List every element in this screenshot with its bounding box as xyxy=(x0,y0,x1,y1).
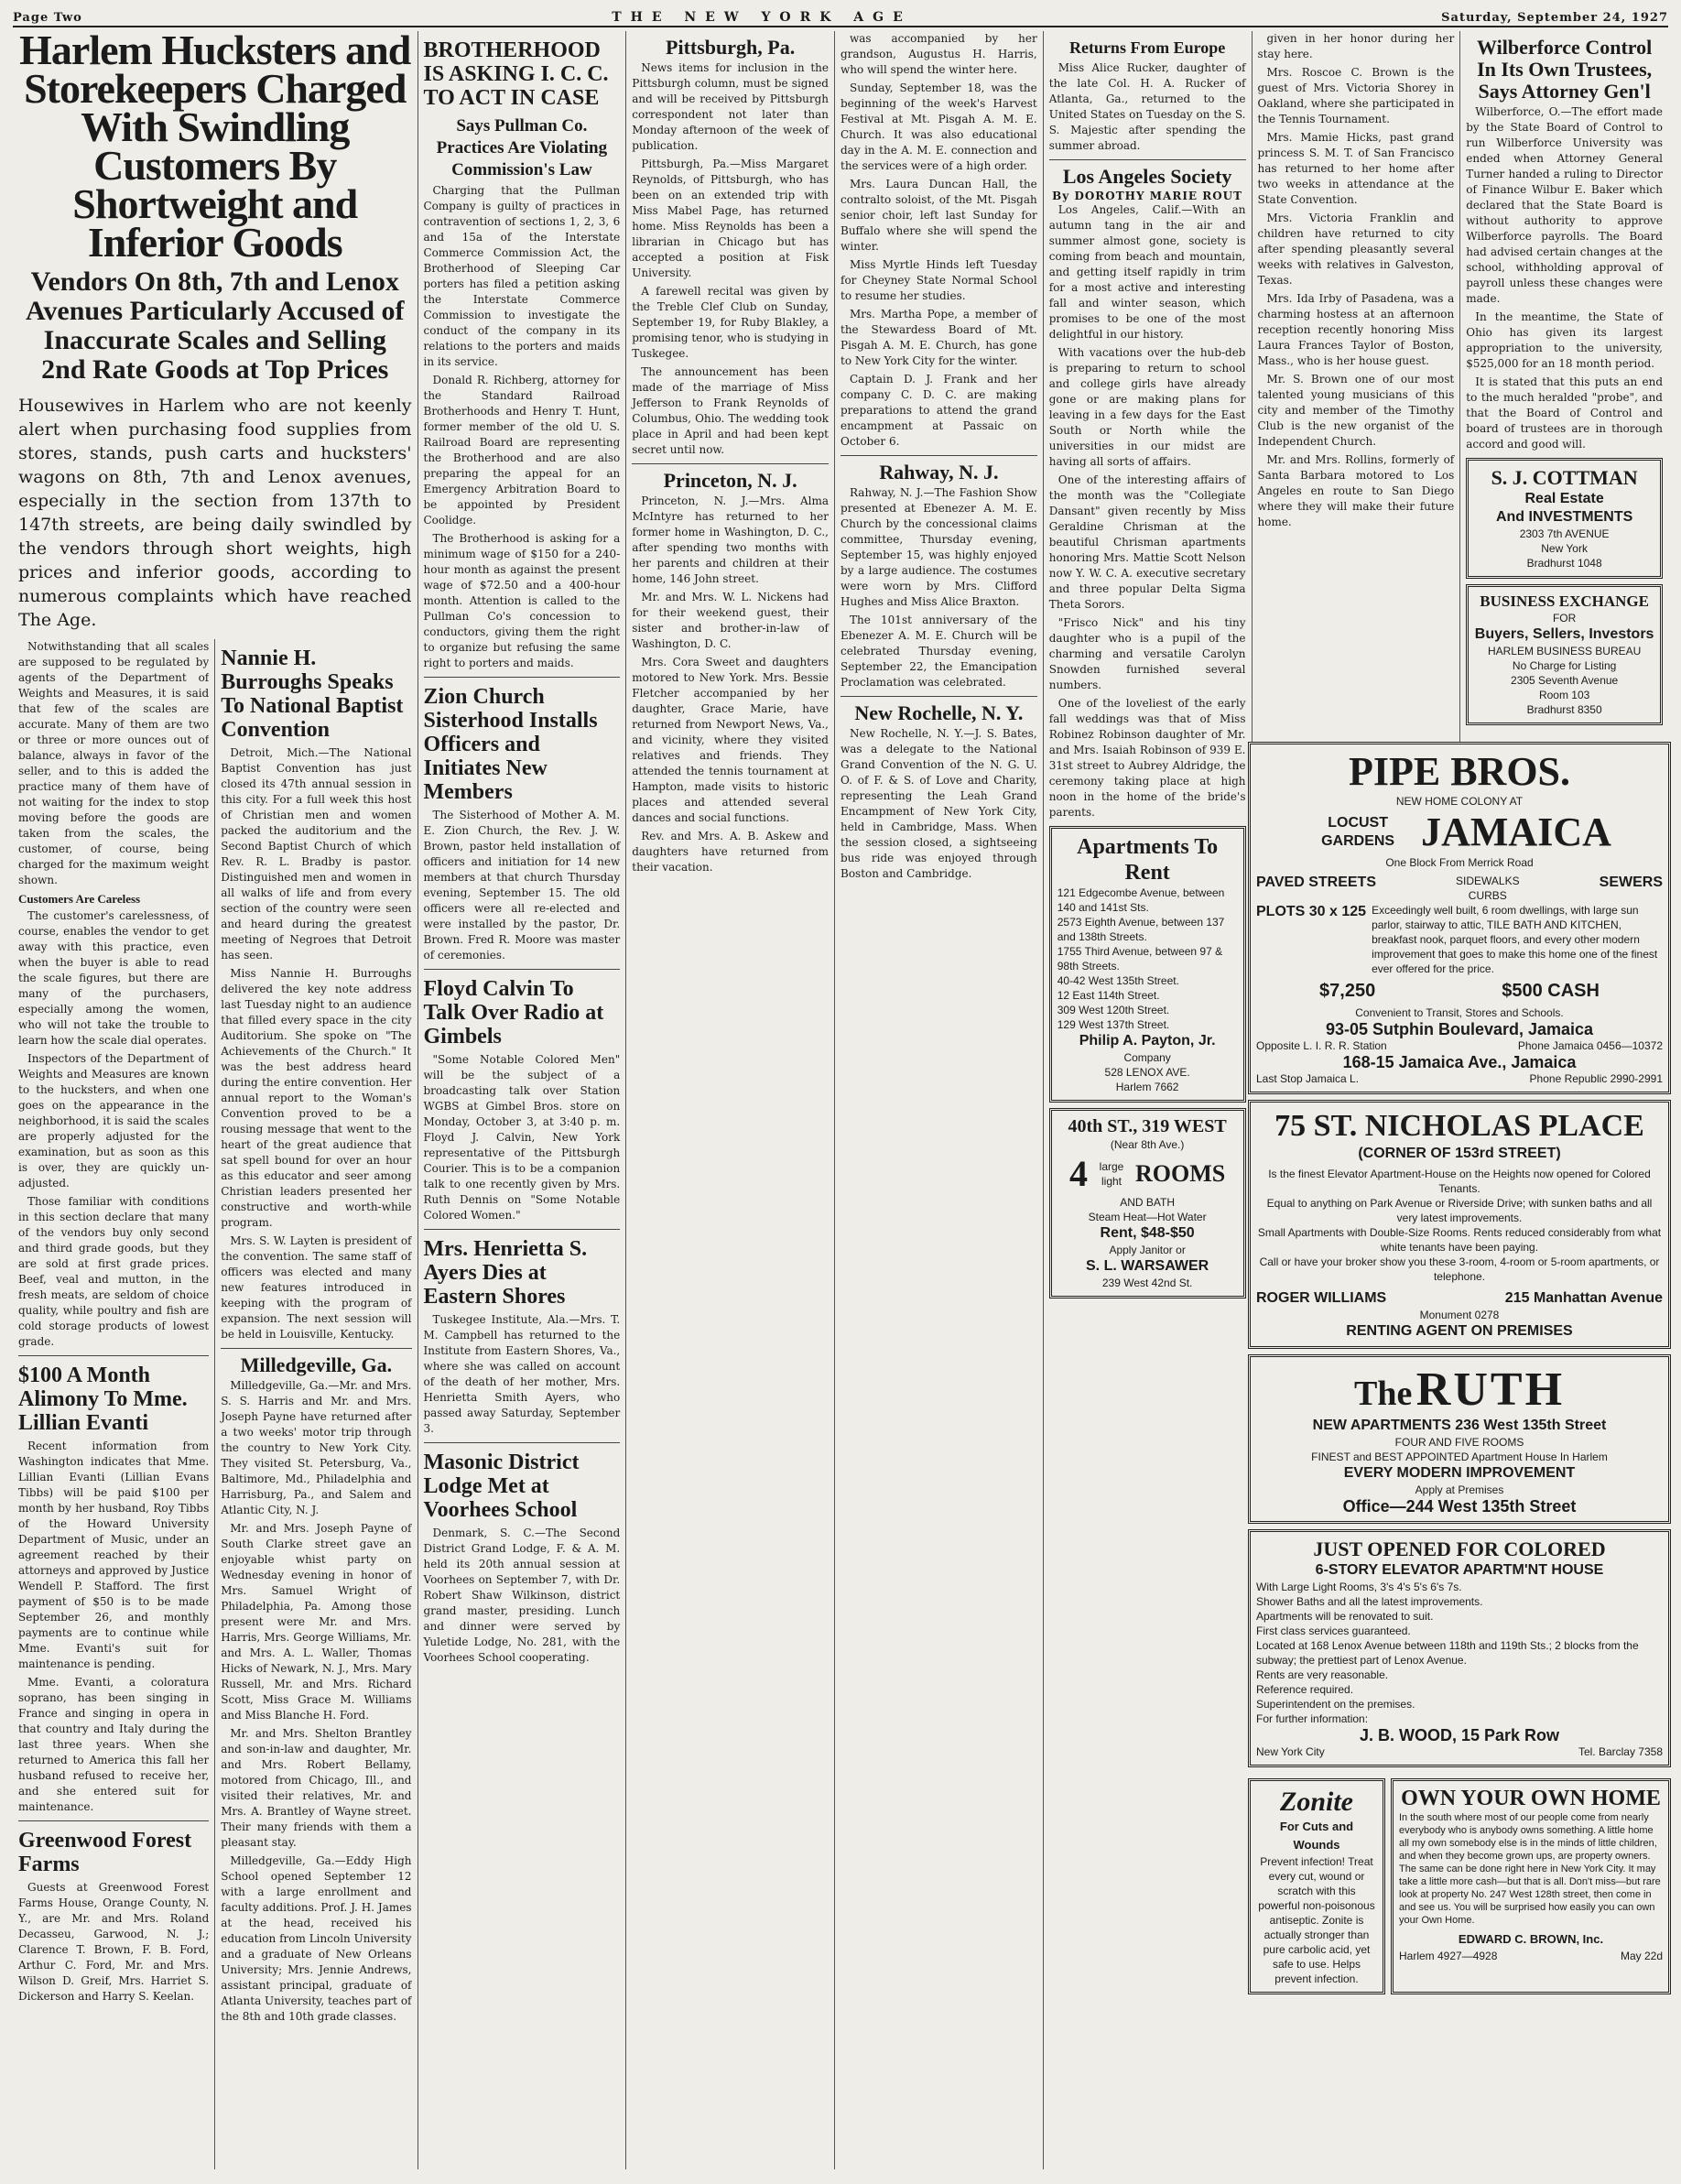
ad-title: JUST OPENED FOR COLORED xyxy=(1313,1537,1606,1560)
ad-line: Opposite L. I. R. R. Station xyxy=(1256,1039,1387,1052)
ad-phone: Phone Republic 2990-2991 xyxy=(1529,1072,1663,1085)
article-paragraph: Rev. and Mrs. A. B. Askew and daughters have returned from their vacation. xyxy=(632,830,829,874)
ad-line: ROOMS xyxy=(1135,1159,1226,1187)
ad-title: Apartments To Rent xyxy=(1077,835,1219,885)
ad-line: Convenient to Transit, Stores and Schools. xyxy=(1355,1006,1564,1019)
article-paragraph: Miss Nannie H. Burroughs delivered the key note address last Tuesday night to an audience that filled every space in the city Auditorium. She spoke on "The Achievements of the Church." It was the best address heard during the entire convention. Her annual report to the Woman's Convention proved to be a rousing message that went to the heart of the great audience that sat spell bound for over an hour as this educator and seer among Christian leaders presented her constructive and worth-while program. xyxy=(221,967,412,1229)
burroughs-story xyxy=(214,639,411,2169)
article-paragraph: was accompanied by her grandson, Augustus H. Harris, who will spend the winter here. xyxy=(840,32,1037,76)
ad-line: AND BATH xyxy=(1120,1196,1176,1209)
article-paragraph: Donald R. Richberg, attorney for the Standard Railroad Brotherhoods and Henry T. Hunt, former member of the old U. S. Railroad Board are representing the Brotherhood and are also preparing the appeal for an Emergency Arbitration Board to be appointed by President Coolidge. xyxy=(423,374,621,527)
ad-line: Room 103 xyxy=(1538,689,1590,701)
ad-line: Steam Heat—Hot Water xyxy=(1088,1211,1207,1223)
article-paragraph: Detroit, Mich.—The National Baptist Convention has just closed its 47th annual session in this city. For a full week this host of Christian men and women packed the auditorium and the Second Baptist Church of which Rev. R. L. Bradby is pastor. Distinguished men and women in all walks of life and from every section of the country were seen and heard during the greatest meeting of Negroes that Detroit has seen. xyxy=(221,746,412,962)
rahway-column xyxy=(835,31,1044,2169)
article-paragraph: A farewell recital was given by the Treble Clef Club on Sunday, September 19, for Ruby Blakley, a promising tenor, who is studying in Tuskegee. xyxy=(632,285,829,360)
ad-line: 12 East 114th Street. xyxy=(1057,989,1160,1002)
ad-title: Zonite xyxy=(1280,1787,1353,1817)
masthead xyxy=(13,9,1668,27)
article-paragraph: Mr. S. Brown one of our most talented young musicians of this city and member of the Timothy Club is the new organist of the Independent Church. xyxy=(1257,373,1455,448)
article-paragraph: Mrs. Mamie Hicks, past grand princess S. M. T. of San Francisco has returned to her home after two weeks in attendance at the State Convention. xyxy=(1257,131,1455,206)
ad-line: EVERY MODERN IMPROVEMENT xyxy=(1343,1465,1576,1481)
ad-line: Real Estate xyxy=(1524,491,1604,506)
ad-line: May 22d xyxy=(1620,1950,1663,1962)
ad-address: 215 Manhattan Avenue xyxy=(1504,1290,1663,1306)
article-paragraph: The Brotherhood is asking for a minimum wage of $150 for a 240-hour month as against the present wage of $72.50 and a 400-hour month. Attention is called to the Pullman Co's concession to conductors, giving them the right to organize but refusing the same right to porters and maids. xyxy=(423,532,621,669)
article-paragraph: In the meantime, the State of Ohio has given its largest appropriation to the university, $525,000 for an 18 month period. xyxy=(1466,310,1663,370)
ad-phone: Bradhurst 8350 xyxy=(1526,703,1602,716)
ad-agent: ROGER WILLIAMS xyxy=(1256,1290,1387,1306)
article-paragraph: Rahway, N. J.—The Fashion Show presented at Ebenezer A. M. E. Church by the concessional claims committee, Thursday evening, September 15, was highly enjoyed by a large audience. The costumes were worn by Mrs. Clifford Hughes and Miss Alice Braxton. xyxy=(840,486,1037,608)
europe-headline: Returns From Europe xyxy=(1068,38,1226,57)
ad-line: Located at 168 Lenox Avenue between 118th and 119th Sts.; 2 blocks from the subway; the prettiest part of Lenox Avenue. xyxy=(1256,1639,1639,1667)
article-paragraph: Mrs. S. W. Layten is president of the convention. The same staff of officers was elected and many new features introduced in keeping with the program of expansion. The next session will be held in Louisville, Kentucky. xyxy=(221,1234,412,1341)
ad-line: Prevent infection! Treat every cut, wound or scratch with this powerful non-poisonous antiseptic. Zonite is actually stronger than pure carbolic acid, yet safe to use. Helps prevent infection. xyxy=(1258,1855,1375,1985)
page-label: Page Two xyxy=(13,10,82,25)
ad-line: 40-42 West 135th Street. xyxy=(1057,974,1179,987)
article-paragraph: Mrs. Cora Sweet and daughters motored to New York. Mrs. Bessie Fletcher accompanied by her daughter, Grace Marie, have returned from Newport News, Va., and vicinity, where they visited relatives and friends. They attended the tennis tournament at Hampton, made visits to historic places and attended several dances and social functions. xyxy=(632,656,829,824)
ad-line: 129 West 137th Street. xyxy=(1057,1018,1170,1031)
ad-line: 1755 Third Avenue, between 97 & 98th Streets. xyxy=(1057,945,1223,972)
article-paragraph: Mr. and Mrs. W. L. Nickens had for their weekend guest, their sister and brother-in-law of Washington, D. C. xyxy=(632,591,829,650)
ad-line: SEWERS xyxy=(1599,875,1663,890)
ruth-ad xyxy=(1248,1354,1671,1524)
article-paragraph: Milledgeville, Ga.—Mr. and Mrs. S. S. Harris and Mr. and Mrs. Joseph Payne have returned after a two weeks' motor trip through the country to New York City. They visited St. Petersburg, Va., Baltimore, Md., Philadelphia and Harrisburg, Pa., and Salem and Atlantic City, N. J. xyxy=(221,1379,412,1516)
article-paragraph: Wilberforce, O.—The effort made by the State Board of Control to run Wilberforce University was ended when Attorney General Turner handed a ruling to Director of Finance Wilbur E. Baker which declared that the State Board is without authority to approve Wilberforce payrolls. The Board had advised certain changes at the school, withholding approval of payroll unless these changes were made. xyxy=(1466,105,1663,305)
article-paragraph: Miss Myrtle Hinds left Tuesday for Cheyney State Normal School to resume her studies. xyxy=(840,258,1037,302)
article-paragraph: Mrs. Roscoe C. Brown is the guest of Mrs. Victoria Shorey in Oakland, where she participated in the Tennis Tournament. xyxy=(1257,66,1455,125)
ad-line: FOR xyxy=(1552,612,1577,625)
ad-line: 309 West 120th Street. xyxy=(1057,1004,1170,1016)
article-paragraph: Notwithstanding that all scales are supposed to be regulated by agents of the Department of Weights and Measures, it is said that few of the scales are accurate. Many of them are two or three or more ounces out of balance, always in favor of the seller, and to this is added the practice many of them have of not waiting for the index to stop moving before the goods are taken from the scales, the customer, of course, being charged for the maximum weight shown. xyxy=(18,640,210,886)
ad-line: For further information: xyxy=(1256,1712,1369,1725)
lead-headline: Harlem Hucksters and Storekeepers Charged With Swindling Customers By Shortweight and Inferior Goods xyxy=(19,31,411,266)
milledgeville-headline: Milledgeville, Ga. xyxy=(240,1353,393,1376)
ad-line: Reference required. xyxy=(1256,1683,1354,1696)
article-paragraph: "Some Notable Colored Men" will be the subject of a broadcasting talk over Station WGBS at Gimbel Bros. store on Monday, October 3, at 3:40 p. m. Floyd J. Calvin, New York representative of the Pittsburgh Courier. This is to be a companion talk to one recently given by Mrs. Ruth Dennis on "Some Notable Colored Women." xyxy=(423,1053,621,1222)
st-nicholas-ad xyxy=(1248,1100,1671,1349)
ad-line: $500 CASH xyxy=(1502,981,1600,1001)
zonite-ad xyxy=(1248,1778,1385,1994)
ad-line: Equal to anything on Park Avenue or Riverside Drive; with sunken baths and all very latest improvements. xyxy=(1266,1197,1653,1224)
ad-address: Office—244 West 135th Street xyxy=(1342,1497,1577,1516)
ad-address: 239 West 42nd St. xyxy=(1101,1277,1193,1289)
article-paragraph: Charging that the Pullman Company is guilty of practices in contravention of sections 1, 2, 3, 6 and 15a of the Interstate Commerce Commission Act, the Brotherhood of Sleeping Car porters has filed a petition asking the Interstate Commerce Commission to investigate the conduct of the company in its relations to the porters and maids in its service. xyxy=(423,184,621,368)
ad-number: 4 xyxy=(1069,1153,1088,1194)
ad-line: 121 Edgecombe Avenue, between 140 and 141st Sts. xyxy=(1057,886,1225,914)
article-paragraph: Mrs. Ida Irby of Pasadena, was a charming hostess at an afternoon reception recently honoring Miss Laura Frances Taylor of Boston, Mass., who is her house guest. xyxy=(1257,292,1455,367)
ad-line: RENTING AGENT ON PREMISES xyxy=(1346,1323,1573,1339)
ad-line: 2573 Eighth Avenue, between 137 and 138th Streets. xyxy=(1057,916,1225,943)
ad-agent: EDWARD C. BROWN, Inc. xyxy=(1458,1932,1604,1946)
business-exchange-ad xyxy=(1466,584,1663,725)
ad-address: 528 LENOX AVE. xyxy=(1104,1066,1190,1079)
ad-line: LOCUST GARDENS xyxy=(1321,814,1395,849)
article-paragraph: It is stated that this puts an end to the much heralded "probe", and that the Board of Control and board of trustees are in thorough accord and good will. xyxy=(1466,375,1663,451)
article-paragraph: Denmark, S. C.—The Second District Grand Lodge, F. & A. M. held its 20th annual session at Voorhees on September 7, with Dr. Robert Shaw Wilkinson, district grand master, presiding. Lunch and dinner were served by Yuletide Lodge, No. 281, with the Voorhees School cooperating. xyxy=(423,1527,621,1664)
own-home-ad xyxy=(1391,1778,1671,1994)
ad-line: NEW APARTMENTS 236 West 135th Street xyxy=(1312,1418,1607,1433)
greenwood-headline: Greenwood Forest Farms xyxy=(18,1829,192,1876)
ad-line: And INVESTMENTS xyxy=(1495,509,1633,525)
issue-date: Saturday, September 24, 1927 xyxy=(1441,10,1668,25)
ad-line: Apply Janitor or xyxy=(1109,1244,1186,1256)
brotherhood-headline: BROTHERHOOD IS ASKING I. C. C. TO ACT IN CASE xyxy=(423,38,609,110)
ad-line: PLOTS 30 x 125 xyxy=(1256,904,1367,919)
lead-deck: Vendors On 8th, 7th and Lenox Avenues Particularly Accused of Inaccurate Scales and Selling 2nd Rate Goods at Top Prices xyxy=(25,266,405,385)
ad-line: PAVED STREETS xyxy=(1256,875,1376,890)
article-paragraph: Recent information from Washington indicates that Mme. Lillian Evanti (Lillian Evans Tibbs) will be paid $100 per month by her husband, Roy Tibbs of the Howard University Department of Music, under an agreement reached by their attorneys and approved by Justice Wendell P. Stafford. The first payment of $50 is to be made September 26, and monthly payments are to continue while Mme. Evanti's suit for maintenance is pending. xyxy=(18,1440,210,1670)
article-paragraph: The Sisterhood of Mother A. M. E. Zion Church, the Rev. J. W. Brown, pastor held installation of officers and initiation for 14 new members at that church Thursday evening, September 15. The old officers were all re-elected and were installed by the pastor, Dr. Brown. Fred R. Moore was master of ceremonies. xyxy=(423,809,621,962)
byline: By DOROTHY MARIE ROUT xyxy=(1052,190,1243,202)
article-paragraph: Inspectors of the Department of Weights and Measures are known to the hucksters, and when one goes on the appearance in the neighborhood, it is said the scales are properly adjusted for the examination, but as soon as this is over, they are quickly un-adjusted. xyxy=(18,1052,210,1190)
newspaper-name: THE NEW YORK AGE xyxy=(612,10,912,25)
los-angeles-headline: Los Angeles Society xyxy=(1062,165,1232,188)
ad-line: Is the finest Elevator Apartment-House on the Heights now opened for Colored Tenants. xyxy=(1268,1168,1651,1195)
ad-line: Superintendent on the premises. xyxy=(1256,1698,1415,1711)
subhead: Customers Are Careless xyxy=(18,892,141,906)
article-paragraph: The customer's carelessness, of course, enables the vendor to get away with this practice, even when the buyer is able to read the scale figures, but there are many of the purchasers, especially among the women, who will not take the trouble to learn how the scale dial operates. xyxy=(18,909,210,1047)
ad-line: FOUR AND FIVE ROOMS xyxy=(1394,1436,1524,1449)
society-column xyxy=(1044,31,1253,2169)
ad-line: Small Apartments with Double-Size Rooms. Rents reduced considerably from what white tenants have been paying. xyxy=(1257,1226,1662,1254)
article-paragraph: Los Angeles, Calif.—With an autumn tang in the air and summer almost gone, society is coming from beach and mountain, and getting itself rapidly in trim for a most active and interesting fall and winter season, which promises to be one of the most delightful in our history. xyxy=(1048,203,1246,341)
apartments-ad xyxy=(1049,826,1246,1103)
ad-agent: S. L. WARSAWER xyxy=(1086,1258,1209,1274)
ad-line: With Large Light Rooms, 3's 4's 5's 6's 7s. xyxy=(1256,1581,1462,1593)
cottman-ad xyxy=(1466,458,1663,579)
right-ad-block xyxy=(1248,742,1671,2175)
ad-line: 6-STORY ELEVATOR APARTM'NT HOUSE xyxy=(1315,1562,1604,1578)
lead-story-area xyxy=(13,31,418,2169)
ad-line: (CORNER OF 153rd STREET) xyxy=(1358,1146,1561,1161)
calvin-headline: Floyd Calvin To Talk Over Radio at Gimbels xyxy=(423,977,604,1049)
ad-address: 168-15 Jamaica Ave., Jamaica xyxy=(1342,1053,1577,1071)
alimony-headline: $100 A Month Alimony To Mme. Lillian Evanti xyxy=(18,1364,188,1435)
ad-title: BUSINESS EXCHANGE xyxy=(1480,592,1649,610)
article-paragraph: Tuskegee Institute, Ala.—Mrs. T. M. Campbell has returned to the Institute from Eastern Shores, Va., where she was called on account of the death of her mother, Mrs. Henrietta Smith Ayers, who passed away Saturday, September 3. xyxy=(423,1313,621,1435)
article-paragraph: Mrs. Victoria Franklin and children have returned to city after spending pleasantly several weeks with relatives in Galveston, Texas. xyxy=(1257,212,1455,287)
ayers-headline: Mrs. Henrietta S. Ayers Dies at Eastern Shores xyxy=(423,1237,588,1309)
brotherhood-column xyxy=(418,31,627,2169)
rooms-ad xyxy=(1049,1108,1246,1298)
article-paragraph: Mme. Evanti, a coloratura soprano, has been singing in France and singing in opera in that country and Italy during the last three years. When she returned to America this fall her husband refused to receive her, and she entered suit for maintenance. xyxy=(18,1676,210,1813)
ad-address: 93-05 Sutphin Boulevard, Jamaica xyxy=(1325,1020,1594,1038)
ad-title: 75 ST. NICHOLAS PLACE xyxy=(1274,1109,1644,1143)
article-paragraph: Milledgeville, Ga.—Eddy High School opened September 12 with a large enrollment and faculty additions. Prof. J. H. James at the head, received his education from Lincoln University and a graduate of New Orleans University; Mrs. Jennie Andrews, assistant principal, graduate of Atlanta University, teaches part of the 8th and 10th grade classes. xyxy=(221,1854,412,2023)
article-paragraph: One of the interesting affairs of the month was the "Collegiate Dansant" given recently by Miss Geraldine Chrisman at the beautiful Chrisman apartments honoring Mrs. Mattie Scott Nelson now Y. W. C. A. executive secretary and three popular Delta Sigma Theta Sorors. xyxy=(1048,473,1246,611)
article-paragraph: "Frisco Nick" and his tiny daughter who is a pupil of the charming and versatile Carolyn Snowden furnished several numbers. xyxy=(1048,616,1246,691)
article-paragraph: Mrs. Laura Duncan Hall, the contralto soloist, of the Mt. Pisgah senior choir, left last Sunday for Buffalo where she will spend the winter. xyxy=(840,178,1037,253)
ad-phone: Monument 0278 xyxy=(1419,1309,1500,1321)
article-paragraph: New Rochelle, N. Y.—J. S. Bates, was a delegate to the National Grand Convention of the N. G. U. O. of F. & S. of Love and Charity, representing the Leah Grand Encampment of New York City, held in Cambridge, Mass. When the session closed, a sightseeing bus ride was enjoyed through Boston and Cambridge. xyxy=(840,727,1037,880)
ad-jamaica: JAMAICA xyxy=(1421,809,1611,854)
ad-line: NEW HOME COLONY AT xyxy=(1395,795,1524,808)
ad-line: For Cuts and Wounds xyxy=(1279,1820,1354,1852)
article-paragraph: given in her honor during her stay here. xyxy=(1257,32,1455,60)
ad-rent: Rent, $48-$50 xyxy=(1100,1225,1195,1241)
brotherhood-deck: Says Pullman Co. Practices Are Violating Commission's Law xyxy=(436,116,608,179)
ad-line: FINEST and BEST APPOINTED Apartment House In Harlem xyxy=(1311,1451,1608,1463)
article-paragraph: The announcement has been made of the marriage of Miss Jefferson to Frank Reynolds of Columbus, Ohio. The wedding took place in April and had been kept secret until now. xyxy=(632,365,829,456)
article-paragraph: Mr. and Mrs. Joseph Payne of South Clarke street gave an enjoyable whist party on Wednesday evening in honor of Mrs. Samuel Wright of Philadelphia, Pa. Among those present were Mr. and Mrs. Harris, Mrs. George Williams, Mr. and Mrs. A. L. Waller, Thomas Hicks of Newark, N. J., Mrs. Mary Russell, Mr. and Mrs. Richard Scott, Miss Grace M. Williams and Miss Blanche H. Ford. xyxy=(221,1522,412,1722)
ad-price: $7,250 xyxy=(1319,981,1376,1001)
just-opened-ad xyxy=(1248,1529,1671,1767)
article-paragraph: Sunday, September 18, was the beginning of the week's Harvest Festival at Mt. Pisgah A. M. E. Church. It was also educational day in the A. M. E. connection and the services were of a high order. xyxy=(840,81,1037,172)
article-paragraph: Miss Alice Rucker, daughter of the late Col. H. A. Rucker of Atlanta, Ga., returned to the United States on Tuesday on the S. S. Majestic after spending the summer abroad. xyxy=(1048,61,1246,152)
ad-line: In the south where most of our people come from nearly everybody who is anybody owns something. A little home all my own somebody else is in the minds of little children, and when they become grown ups, are property owners. The same can be done right here in New York City. It may take a little more cash—but that is all. Don't miss—but rare look at property No. 247 West 128th street, then come in and see us. You will be surprised how easily you can own your Own Home. xyxy=(1399,1812,1661,1926)
article-paragraph: One of the loveliest of the early fall weddings was that of Miss Robinez Robinson daughter of Mr. and Mrs. Isaiah Robinson of 939 E. 31st street to Aubrey Aldridge, the ceremony taking place at high noon in the home of the bride's parents. xyxy=(1048,697,1246,819)
ad-line: First class services guaranteed. xyxy=(1256,1624,1411,1637)
article-paragraph: Captain D. J. Frank and her company C. D. C. are making preparations to attend the grand encampment at Passaic on October 6. xyxy=(840,373,1037,448)
ad-line: No Charge for Listing xyxy=(1512,659,1617,672)
ad-phone: Bradhurst 1048 xyxy=(1526,557,1602,570)
article-paragraph: With vacations over the hub-deb is preparing to return to school and college girls have already gone or are making plans for leaving in a few days for the East South or North while the universities in our midst are having all sorts of affairs. xyxy=(1048,346,1246,468)
ad-phone: Harlem 7662 xyxy=(1115,1081,1179,1093)
ad-address: 2305 Seventh Avenue xyxy=(1511,674,1619,687)
ad-line: New York xyxy=(1541,542,1588,555)
ad-agent: Philip A. Payton, Jr. xyxy=(1079,1033,1216,1049)
ad-title: OWN YOUR OWN HOME xyxy=(1401,1787,1661,1810)
ad-line: Company xyxy=(1123,1051,1171,1064)
princeton-headline: Princeton, N. J. xyxy=(663,469,797,492)
ad-line: New York City xyxy=(1256,1745,1325,1758)
ad-line: Last Stop Jamaica L. xyxy=(1256,1072,1360,1085)
ad-line: Buyers, Sellers, Investors xyxy=(1474,626,1654,642)
ad-phone: Phone Jamaica 0456—10372 xyxy=(1517,1039,1663,1052)
ad-line: One Block From Merrick Road xyxy=(1385,856,1534,869)
ad-title: RUTH xyxy=(1415,1364,1566,1416)
new-rochelle-headline: New Rochelle, N. Y. xyxy=(854,701,1024,724)
article-paragraph: Those familiar with conditions in this section declare that many of the vendors buy only second and third grade goods, but they are sold at first grade prices. Beef, veal and mutton, in the fresh meats, are seldom of choice quality, while poultry and fish are cold storage products of lowest grade. xyxy=(18,1195,210,1348)
ad-line: HARLEM BUSINESS BUREAU xyxy=(1487,645,1642,657)
lead-paragraph: Housewives in Harlem who are not keenly alert when purchasing food supplies from stores, stands, push carts and hucksters' wagons on 8th, 7th and Lenox avenues, especially in the section from 137th to 147th streets, are being daily swindled by the vendors through short weights, high prices and inferior goods, according to numerous complaints which have reached The Age. xyxy=(18,396,412,630)
ad-phone: Tel. Barclay 7358 xyxy=(1578,1745,1663,1758)
wilberforce-headline: Wilberforce Control In Its Own Trustees, Says Attorney Gen'l xyxy=(1477,36,1653,103)
article-paragraph: News items for inclusion in the Pittsburgh column, must be signed and will be received by Pittsburgh correspondent not later than Monday afternoon of the week of publication. xyxy=(632,61,829,152)
ad-line: Rents are very reasonable. xyxy=(1256,1668,1389,1681)
ad-address: 2303 7th AVENUE xyxy=(1519,527,1610,540)
masonic-headline: Masonic District Lodge Met at Voorhees School xyxy=(423,1451,580,1522)
pittsburgh-column xyxy=(626,31,835,2169)
ad-line: Call or have your broker show you these 3-room, 4-room or 5-room apartments, or telephone. xyxy=(1259,1255,1660,1283)
ad-line: Apply at Premises xyxy=(1415,1483,1504,1496)
ad-title: 40th ST., 319 WEST xyxy=(1068,1116,1227,1136)
article-paragraph: The 101st anniversary of the Ebenezer A. M. E. Church will be celebrated Thursday evening, September 22, the Emancipation Proclamation was celebrated. xyxy=(840,614,1037,689)
article-paragraph: Pittsburgh, Pa.—Miss Margaret Reynolds, of Pittsburgh, who has been on an extended trip with Miss Mabel Page, has returned home. Miss Reynolds has been a librarian in Chicago but has accepted a position at Fisk University. xyxy=(632,158,829,279)
ad-line: Shower Baths and all the latest improvements. xyxy=(1256,1595,1483,1608)
lead-story-continued xyxy=(18,639,209,2169)
rahway-headline: Rahway, N. J. xyxy=(879,461,999,484)
ad-phone: Harlem 4927—4928 xyxy=(1399,1950,1498,1962)
pittsburgh-headline: Pittsburgh, Pa. xyxy=(666,36,796,59)
ad-title: PIPE BROS. xyxy=(1348,749,1571,794)
ad-title: S. J. COTTMAN xyxy=(1491,466,1638,489)
article-paragraph: Princeton, N. J.—Mrs. Alma McIntyre has returned to her former home in Washington, D. C., after spending two months with her parents and children at their home, 146 John street. xyxy=(632,494,829,585)
ad-line: Apartments will be renovated to suit. xyxy=(1256,1610,1434,1623)
burroughs-headline: Nannie H. Burroughs Speaks To National Baptist Convention xyxy=(221,647,404,742)
ad-line: (Near 8th Ave.) xyxy=(1110,1138,1185,1151)
pipe-bros-ad xyxy=(1248,742,1671,1094)
ad-line: Exceedingly well built, 6 room dwellings, with large sun parlor, stairway to attic, TILE BATH AND KITCHEN, breakfast nook, parquet floors, and every other modern improvement that goes to make this home one of the finest ever offered for the price. xyxy=(1372,904,1658,975)
ad-line: SIDEWALKS CURBS xyxy=(1456,875,1520,902)
article-paragraph: Mr. and Mrs. Shelton Brantley and son-in-law and daughter, Mr. and Mrs. Robert Bellamy, motored from Chicago, Ill., and visited their relatives, Mr. and Mrs. A. Brantley of Wayne street. Their many friends with them a pleasant stay. xyxy=(221,1727,412,1849)
article-paragraph: Mrs. Martha Pope, a member of the Stewardess Board of Mt. Pisgah A. M. E. Church, has gone to New York City for the winter. xyxy=(840,308,1037,367)
ad-line: The xyxy=(1353,1375,1413,1413)
ad-line: large light xyxy=(1099,1159,1124,1188)
ad-agent: J. B. WOOD, 15 Park Row xyxy=(1359,1726,1560,1744)
article-paragraph: Guests at Greenwood Forest Farms House, Orange County, N. Y., are Mr. and Mrs. Roland Decasseu, Garwood, N. J.; Clarence T. Brown, F. B. Ford, Arthur C. Ford, Mr. and Mrs. Wilson D. Greif, Mrs. Harriet S. Dickerson and Harry S. Keelan. xyxy=(18,1881,210,2003)
article-paragraph: Mr. and Mrs. Rollins, formerly of Santa Barbara motored to Los Angeles en route to San Diego where they will make their future home. xyxy=(1257,453,1455,528)
zion-headline: Zion Church Sisterhood Installs Officers and Initiates New Members xyxy=(423,685,598,804)
